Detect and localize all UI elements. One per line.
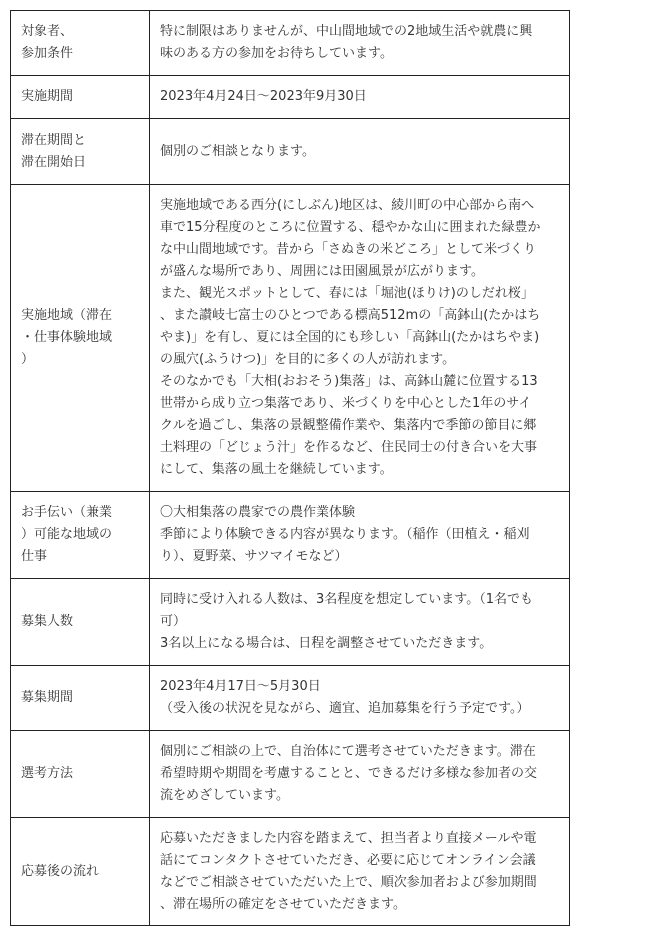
value-line: な中山間地域です。昔から「さぬきの米どころ」として米づくり [160, 242, 536, 257]
value-line: 土料理の「どじょう汁」を作るなど、住民同士の付き合いを大事 [160, 440, 538, 455]
label-line: ）可能な地域の [21, 527, 113, 542]
label-line: 対象者、 [21, 24, 74, 39]
row-value-period [150, 76, 570, 119]
program-info-table-body [11, 11, 570, 926]
label-line: 滞在開始日 [21, 154, 87, 170]
value-line: （受入後の状況を見ながら、適宜、追加募集を行う予定です。） [160, 701, 530, 716]
table-row-recruit-period [11, 666, 570, 731]
value-line: また、観光スポットとして、春には「堀池(ほりけ)のしだれ桜」 [160, 286, 534, 301]
row-value-region [150, 185, 570, 492]
label-line: ・仕事体験地域 [21, 330, 113, 345]
row-value-participants [150, 11, 570, 76]
value-line: 3名以上になる場合は、日程を調整させていただきます。 [160, 636, 493, 651]
value-line: 〇大相集落の農家での農作業体験 [160, 505, 356, 520]
value-line: クルを過ごし、集落の景観整備作業や、集落内で季節の節目に郷 [160, 418, 537, 433]
label-line: 仕事 [21, 549, 48, 564]
value-line: 個別のご相談となります。 [160, 143, 315, 159]
value-line: 可） [160, 614, 187, 629]
value-line: 2023年4月24日～2023年9月30日 [160, 89, 367, 104]
value-line: 味のある方の参加をお待ちしています。 [160, 46, 393, 61]
label-line: 参加条件 [21, 46, 74, 61]
table-row-after-application [11, 818, 570, 926]
value-line: が盛んな場所であり、周囲には田園風景が広がります。 [160, 264, 484, 279]
value-line: やま)」を有し、夏には全国的にも珍しい「高鉢山(たかはちやま) [160, 330, 540, 345]
row-label-side-jobs [11, 492, 150, 579]
table-row-side-jobs [11, 492, 570, 579]
value-line: 応募いただきました内容を踏まえて、担当者より直接メールや電 [160, 830, 537, 846]
label-line: 募集期間 [21, 690, 74, 705]
value-line: 車で15分程度のところに位置する、穏やかな山に囲まれた緑豊か [160, 220, 541, 235]
row-label-after-application [11, 818, 150, 926]
value-line: 実施地域である西分(にしぶん)地区は、綾川町の中心部から南へ [160, 198, 535, 213]
row-value-stay-duration [150, 119, 570, 185]
program-info-table [10, 10, 570, 926]
label-line: ） [21, 352, 35, 367]
row-label-stay-duration [11, 119, 150, 185]
value-line: 個別にご相談の上で、自治体にて選考させていただきます。滞在 [160, 744, 536, 759]
row-value-side-jobs [150, 492, 570, 579]
label-line: 実施地域（滞在 [21, 308, 113, 323]
table-row-participants [11, 11, 570, 76]
label-line: 実施期間 [21, 89, 74, 104]
value-line: 季節により体験できる内容が異なります。（稲作（田植え・稲刈 [160, 527, 530, 542]
value-line: の風穴(ふうけつ)」を目的に多くの人が訪れます。 [160, 352, 456, 367]
row-value-selection [150, 731, 570, 818]
value-line: 同時に受け入れる人数は、3名程度を想定しています。（1名でも [160, 592, 534, 607]
value-line: 世帯から成り立つ集落であり、米づくりを中心とした1年のサイ [160, 396, 532, 411]
label-line: 募集人数 [21, 614, 74, 629]
value-line: 特に制限はありませんが、中山間地域での2地域生活や就農に興 [160, 24, 533, 39]
row-value-after-application [150, 818, 570, 926]
value-line: り）、夏野菜、サツマイモなど） [160, 549, 348, 564]
value-line: 2023年4月17日～5月30日 [160, 679, 321, 694]
value-line: そのなかでも「大相(おおそう)集落」は、高鉢山麓に位置する13 [160, 374, 538, 389]
value-line: などでご相談させていただいた上で、順次参加者および参加期間 [160, 874, 537, 890]
row-label-recruit-period [11, 666, 150, 731]
row-label-capacity [11, 579, 150, 666]
label-line: 選考方法 [21, 766, 74, 781]
value-line: 、また讃岐七富士のひとつである標高512mの「高鉢山(たかはち [160, 308, 541, 323]
row-label-participants [11, 11, 150, 76]
label-line: お手伝い（兼業 [21, 505, 113, 520]
value-line: 流をめざしています。 [160, 788, 289, 803]
table-row-period [11, 76, 570, 119]
label-line: 応募後の流れ [21, 863, 100, 879]
row-label-region [11, 185, 150, 492]
value-line: にして、集落の風土を継続しています。 [160, 462, 393, 477]
table-row-stay-duration [11, 119, 570, 185]
label-line: 滞在期間と [21, 132, 87, 148]
row-label-period [11, 76, 150, 119]
value-line: 話にてコンタクトさせていただき、必要に応じてオンライン会議 [160, 852, 536, 868]
value-line: 希望時期や期間を考慮することと、できるだけ多様な参加者の交 [160, 766, 538, 781]
row-value-capacity [150, 579, 570, 666]
table-row-capacity [11, 579, 570, 666]
row-label-selection [11, 731, 150, 818]
table-row-selection [11, 731, 570, 818]
value-line: 、滞在場所の確定をさせていただきます。 [160, 896, 406, 912]
row-value-recruit-period [150, 666, 570, 731]
table-row-region [11, 185, 570, 492]
